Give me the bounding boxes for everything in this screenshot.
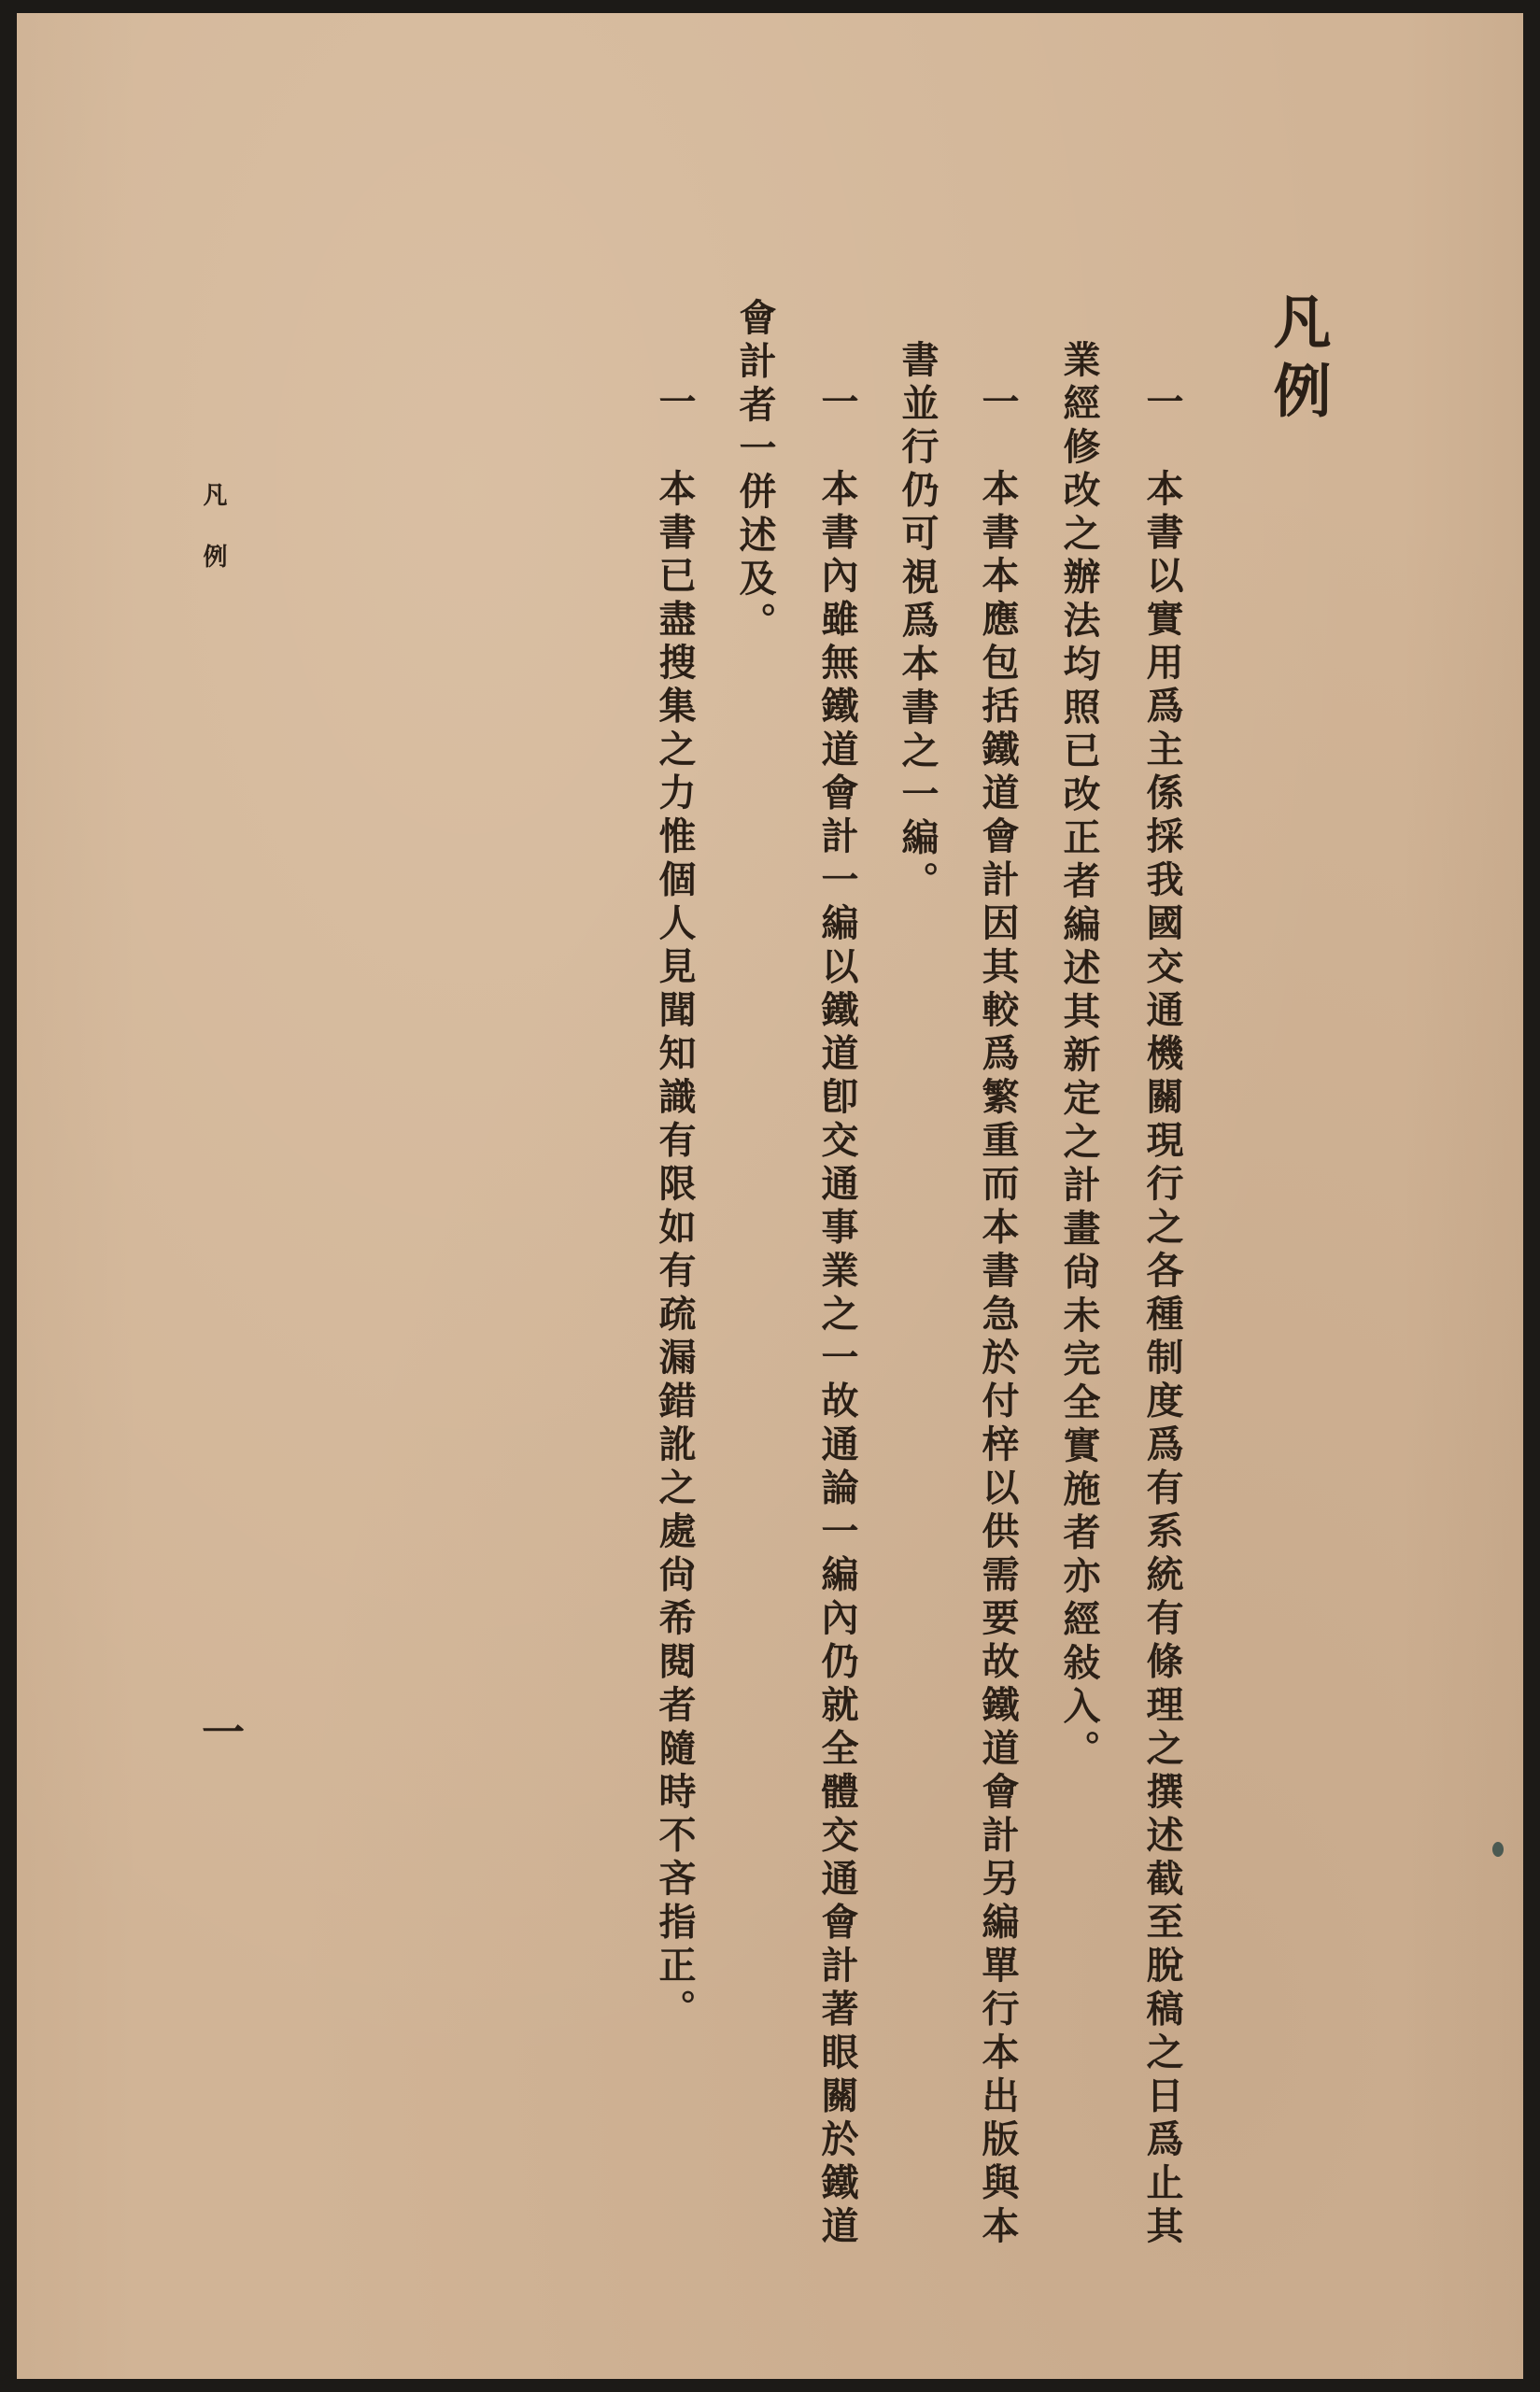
- page-number: 一: [202, 1707, 245, 1758]
- running-head: 凡例: [199, 482, 227, 605]
- page-title: 凡例: [1264, 291, 1332, 430]
- paragraph-1-line-1: 一 本書以實用爲主係採我國交通機關現行之各種制度爲有系統有條理之撰述截至脫稿之日爲止其: [1140, 382, 1184, 2250]
- book-page: [17, 13, 1523, 2379]
- paragraph-3-line-1: 一 本書內雖無鐵道會計一編以鐵道卽交通事業之一故通論一編內仍就全體交通會計著眼關於鐵道: [815, 382, 859, 2250]
- paragraph-1-line-2: 業經修改之辦法均照已改正者編述其新定之計畫尙未完全實施者亦經敍入。: [1057, 340, 1101, 1774]
- paper-spot: [1492, 1842, 1504, 1857]
- paragraph-3-line-2: 會計者一併述及。: [733, 298, 777, 645]
- paragraph-4-line-1: 一 本書已盡搜集之力惟個人見聞知識有限如有疏漏錯訛之處尙希閱者隨時不吝指正。: [653, 382, 697, 2032]
- paragraph-2-line-2: 書並行仍可視爲本書之一編。: [896, 340, 940, 905]
- paragraph-2-line-1: 一 本書本應包括鐵道會計因其較爲繁重而本書急於付梓以供需要故鐵道會計另編單行本出版與本: [976, 382, 1020, 2250]
